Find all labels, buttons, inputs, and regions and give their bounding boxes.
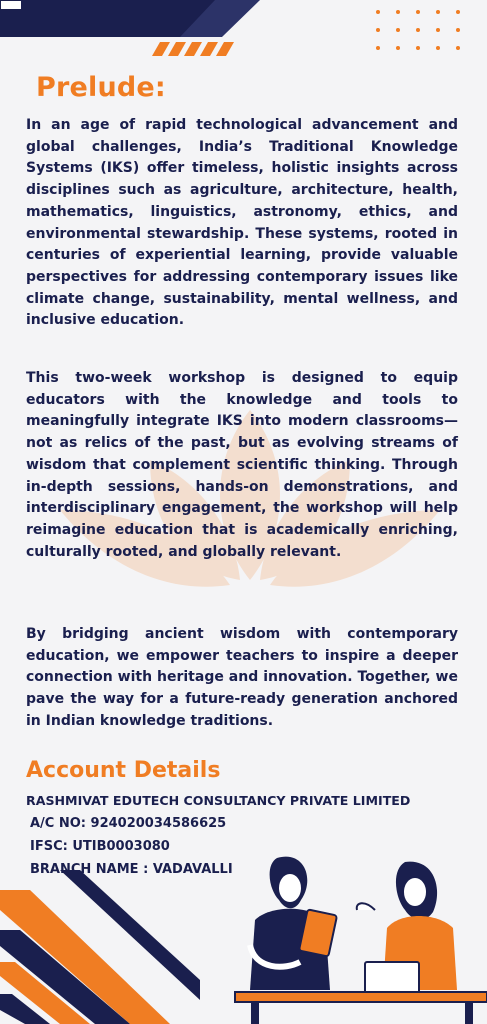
dot-grid-decoration [376,10,476,64]
ifsc-code: IFSC: UTIB0003080 [30,839,170,854]
prelude-heading: Prelude: [36,72,166,103]
prelude-paragraph-1: In an age of rapid technological advancement and global challenges, India’s Traditional Knowledge Systems (IKS) offer timeless, holistic insights across disciplines such as agriculture, architecture, health, mathematics, linguistics, astronomy, ethics, and environmental stewardship. These systems, rooted in centuries of experiential learning, provide valuable perspectives for addressing contemporary issues like climate change, sustainability, mental wellness, and inclusive education. [26,117,458,329]
prelude-paragraph-2: This two-week workshop is designed to equip educators with the knowledge and tools to meaningfully integrate IKS into modern classrooms—not as relics of the past, but as evolving streams of wisdom that complement scientific thinking. Through in-depth sessions, hands-on demonstrations, and interdisciplinary engagement, the workshop will help reimagine education that is academically enriching, culturally rooted, and globally relevant. [26,370,458,560]
account-holder-name: RASHMIVAT EDUTECH CONSULTANCY PRIVATE LIMITED [26,793,411,808]
prelude-paragraph-3: By bridging ancient wisdom with contemporary education, we empower teachers to inspire a deeper connection with heritage and innovation. Together, we pave the way for a future-ready generation anchored in Indian knowledge traditions. [26,626,458,729]
account-number: A/C NO: 924020034586625 [30,816,227,831]
two-women-discussion-illustration [215,850,487,1024]
bottom-corner-decoration [0,870,200,1024]
branch-name: BRANCH NAME : VADAVALLI [30,862,233,877]
top-corner-decoration [0,0,260,62]
account-details-heading: Account Details [26,758,221,783]
